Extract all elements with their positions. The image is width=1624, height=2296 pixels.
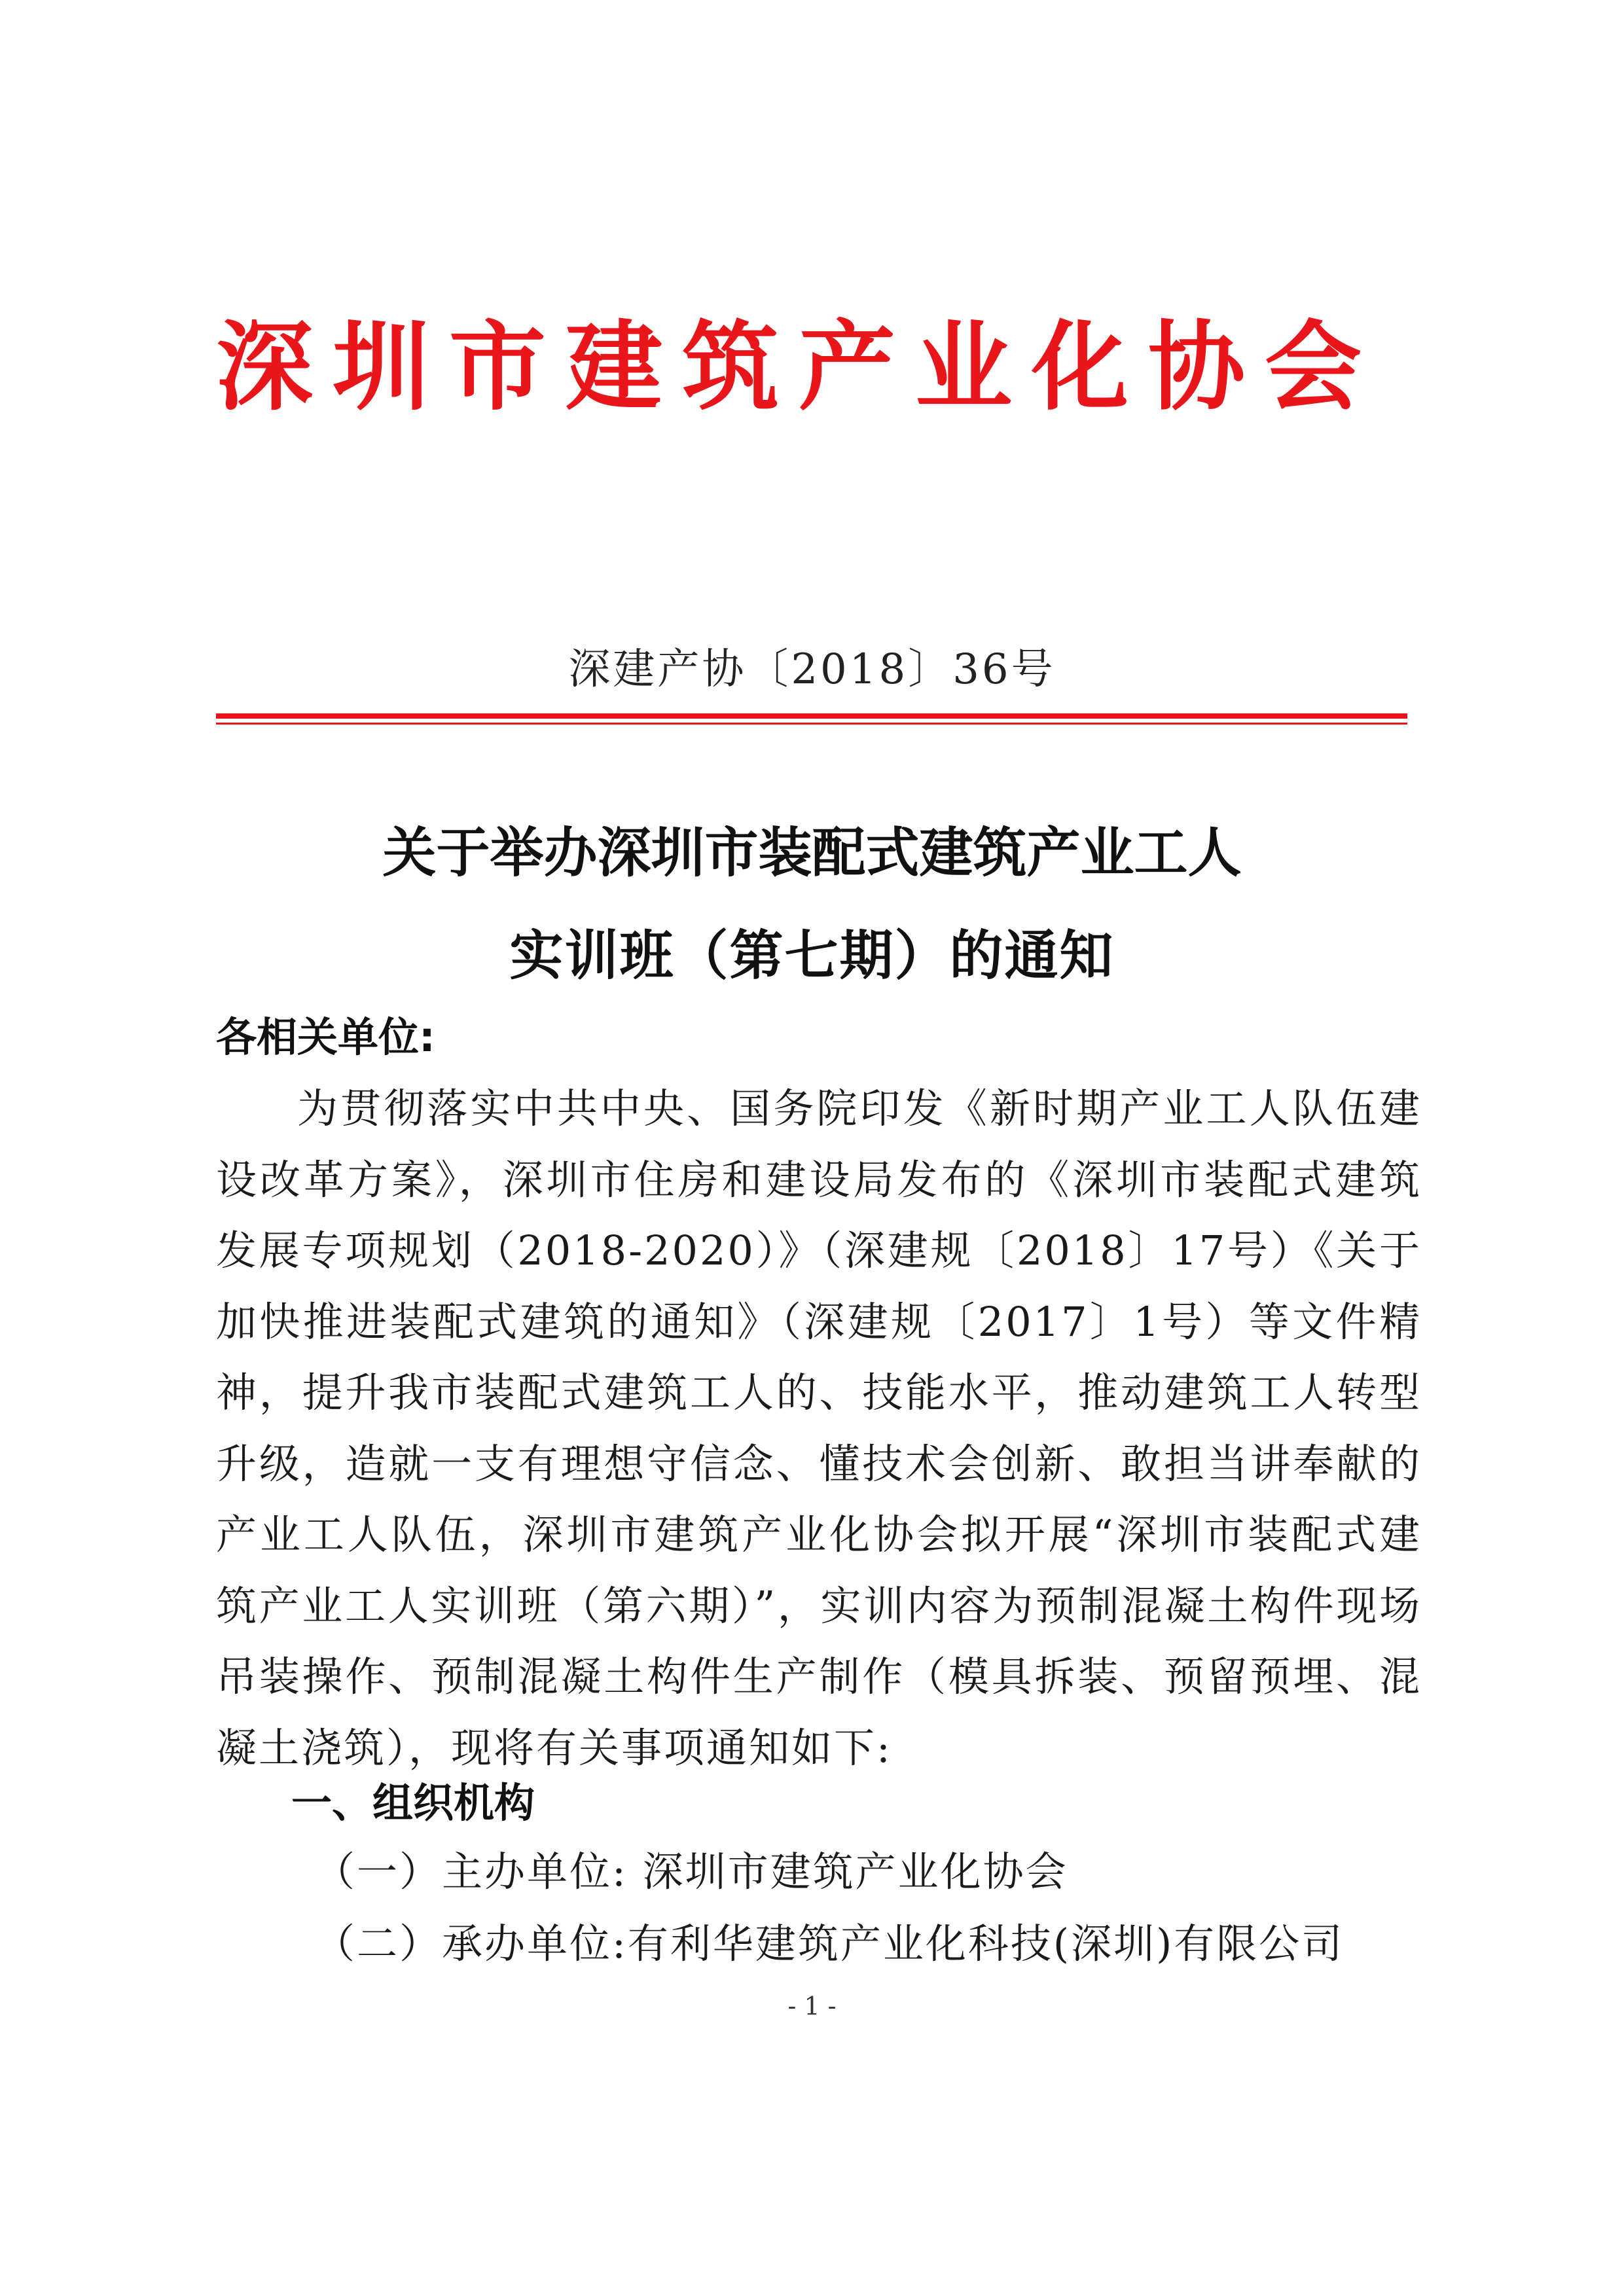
section-heading-organization: 一、组织机构 bbox=[291, 1779, 535, 1827]
masthead-org-name: 深圳市建筑产业化协会 bbox=[216, 310, 1381, 423]
notice-title-line2: 实训班（第七期）的通知 bbox=[509, 924, 1115, 987]
document-number: 深建产协〔2018〕36号 bbox=[568, 645, 1056, 694]
list-item-undertaker: （二）承办单位:有利华建筑产业化科技(深圳)有限公司 bbox=[314, 1920, 1344, 1967]
body-paragraph: 为贯彻落实中共中央、国务院印发《新时期产业工人队伍建设改革方案》，深圳市住房和建设局发布的《深圳市装配式建筑发展专项规划（2018-2020）》（深建规〔2018〕17号）《关于加快推进装配式建筑的通知》（深建规〔2017〕1号）等文件精神，提升我市装配式建筑工人的、技能水平，推动建筑工人转型升级，造就一支有理想守信念、懂技术会创新、敢担当讲奉献的产业工人队伍，深圳市建筑产业化协会拟开展“深圳市装配式建筑产业工人实训班（第六期）”，实训内容为预制混凝土构件现场吊装操作、预制混凝土构件生产制作（模具拆装、预留预埋、混凝土浇筑），现将有关事项通知如下: bbox=[216, 1085, 1422, 1772]
list-item-organizer: （一）主办单位: 深圳市建筑产业化协会 bbox=[314, 1848, 1068, 1895]
red-divider-thick bbox=[216, 713, 1407, 719]
notice-title-line1: 关于举办深圳市装配式建筑产业工人 bbox=[382, 821, 1242, 884]
red-divider-thin bbox=[216, 723, 1407, 725]
salutation: 各相关单位: bbox=[216, 1013, 435, 1061]
page-number: - 1 - bbox=[787, 1992, 837, 2020]
